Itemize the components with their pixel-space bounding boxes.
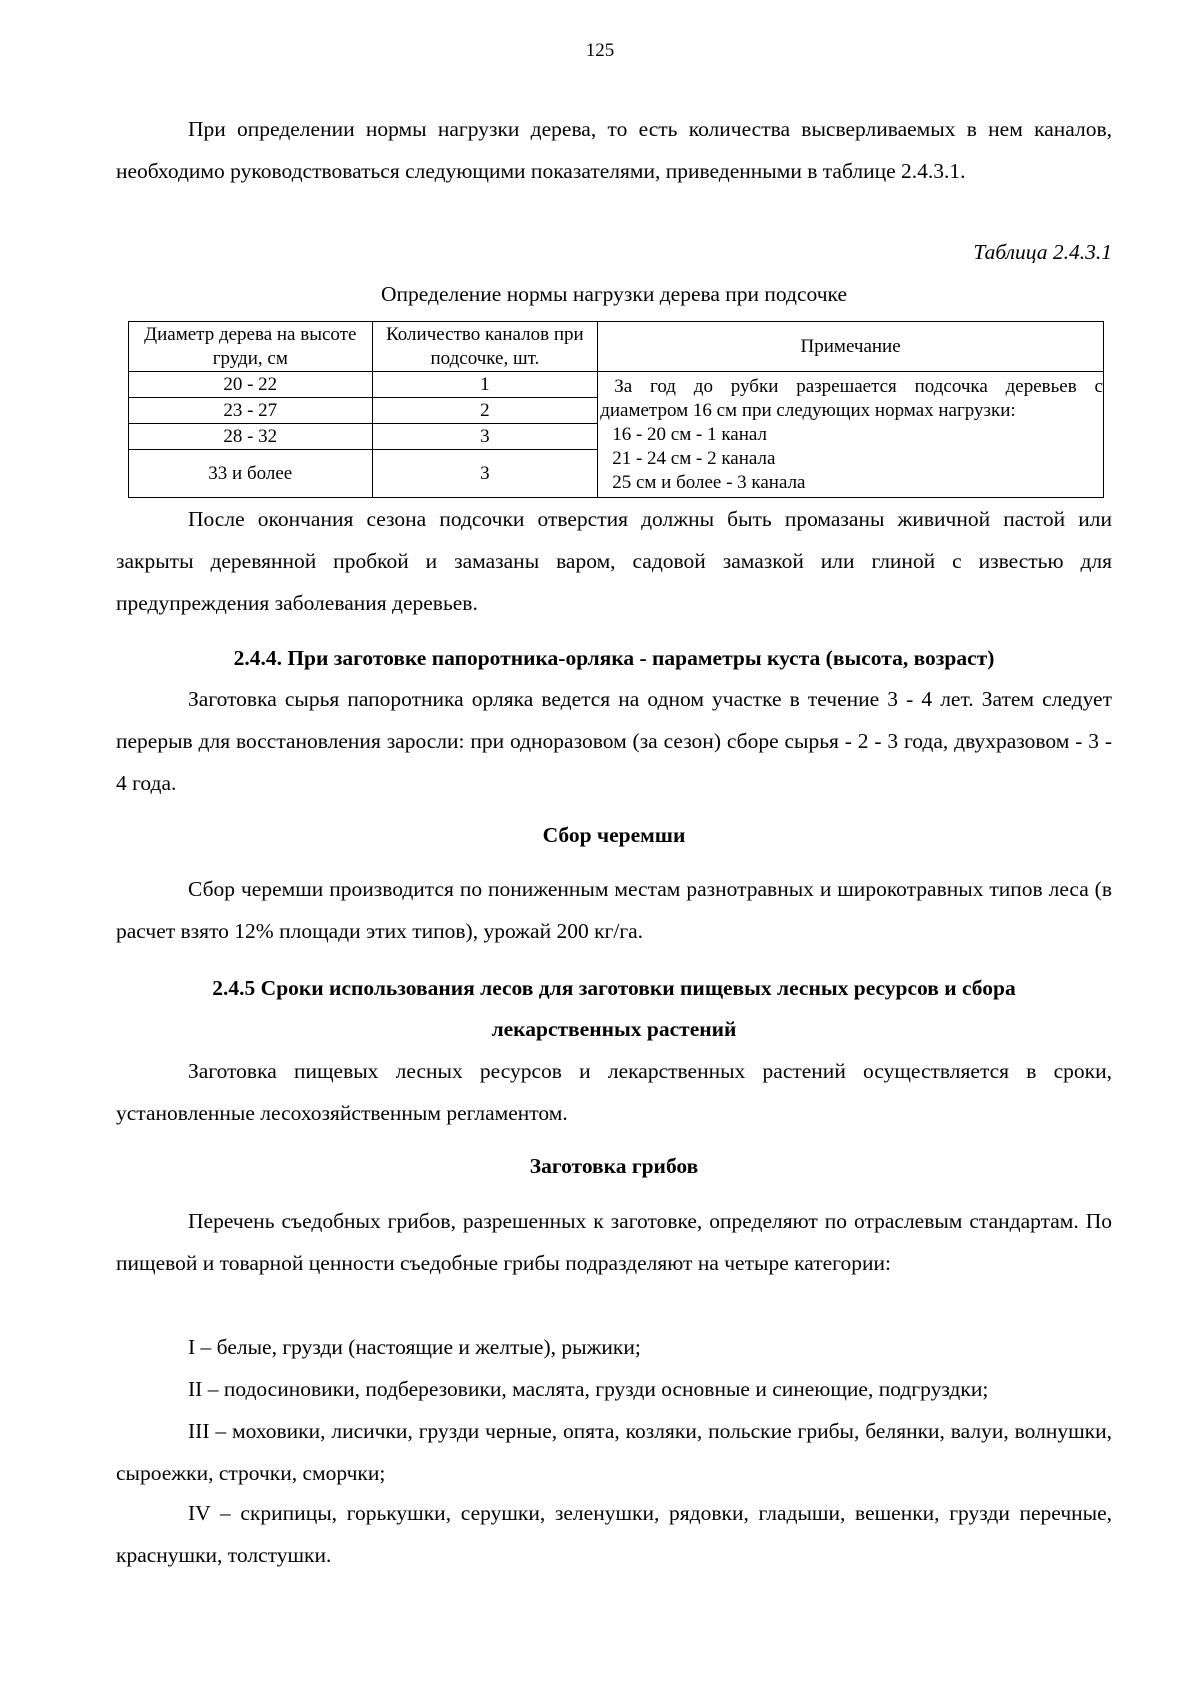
section-244-text: Заготовка сырья папоротника орляка ведется на одном участке в течение 3 - 4 лет. Затем следует перерыв для восстановления заросли: при одноразовом (за сезон) сборе сырья - 2 - 3 года, двухразовом - 3 - 4 года.	[116, 687, 1112, 795]
note-line: 25 см и более - 3 канала	[612, 472, 806, 493]
cell-diameter: 33 и более	[129, 450, 373, 498]
cell-diameter: 20 - 22	[129, 372, 373, 398]
note-line: За год до рубки разрешается подсочка деревьев с	[614, 376, 1103, 397]
category-item: IV – скрипицы, горькушки, серушки, зеленушки, рядовки, гладыши, вешенки, грузди перечные, краснушки, толстушки.	[116, 1501, 1112, 1567]
section-245-heading-line2: лекарственных растений	[491, 1017, 737, 1041]
category-item: I – белые, грузди (настоящие и желтые), рыжики;	[188, 1335, 641, 1359]
cell-channels: 3	[372, 450, 598, 498]
mushrooms-text: Перечень съедобных грибов, разрешенных к заготовке, определяют по отраслевым стандартам. По пищевой и товарной ценности съедобные грибы подразделяют на четыре категории:	[116, 1209, 1112, 1275]
cell-channels: 2	[372, 398, 598, 424]
table-header-row	[129, 322, 1104, 372]
header-note: Примечание	[598, 322, 1104, 372]
intro-paragraph: При определении нормы нагрузки дерева, то есть количества высверливаемых в нем каналов, необходимо руководствоваться следующими показателями, приведенными в таблице 2.4.3.1.	[116, 117, 1112, 183]
section-245-text: Заготовка пищевых лесных ресурсов и лекарственных растений осуществляется в сроки, установленные лесохозяйственным регламентом.	[116, 1059, 1112, 1125]
ramson-heading: Сбор черемши	[542, 823, 686, 847]
cell-channels: 3	[372, 424, 598, 450]
category-item: II – подосиновики, подберезовики, маслята, грузди основные и синеющие, подгруздки;	[188, 1377, 989, 1401]
table-row	[129, 372, 1104, 398]
cell-diameter: 23 - 27	[129, 398, 373, 424]
section-245-heading-line1: 2.4.5 Сроки использования лесов для заготовки пищевых лесных ресурсов и сбора	[212, 976, 1016, 1000]
load-norms-table	[128, 321, 1104, 498]
note-line: 16 - 20 см - 1 канал	[612, 424, 767, 445]
after-table-paragraph: После окончания сезона подсочки отверстия должны быть промазаны живичной пастой или закрыты деревянной пробкой и замазаны варом, садовой замазкой или глиной с известью для предупреждения заболевания деревьев.	[116, 507, 1112, 615]
table-label: Таблица 2.4.3.1	[973, 240, 1112, 264]
note-line: диаметром 16 см при следующих нормах нагрузки:	[600, 400, 1016, 421]
table-caption: Определение нормы нагрузки дерева при подсочке	[380, 282, 847, 306]
cell-note	[598, 372, 1104, 498]
note-line: 21 - 24 см - 2 канала	[612, 448, 776, 469]
category-item: III – моховики, лисички, грузди черные, опята, козляки, польские грибы, белянки, валуи, волнушки, сыроежки, строчки, сморчки;	[116, 1419, 1112, 1485]
header-diameter: Диаметр дерева на высоте груди, см	[129, 322, 373, 372]
ramson-text: Сбор черемши производится по пониженным местам разнотравных и широкотравных типов леса (в расчет взято 12% площади этих типов), урожай 200 кг/га.	[116, 877, 1112, 943]
section-244-heading: 2.4.4. При заготовке папоротника-орляка - параметры куста (высота, возраст)	[233, 646, 995, 670]
page-number: 125	[585, 40, 615, 61]
cell-channels: 1	[372, 372, 598, 398]
cell-diameter: 28 - 32	[129, 424, 373, 450]
mushrooms-heading: Заготовка грибов	[529, 1154, 699, 1178]
header-channels: Количество каналов при подсочке, шт.	[372, 322, 598, 372]
